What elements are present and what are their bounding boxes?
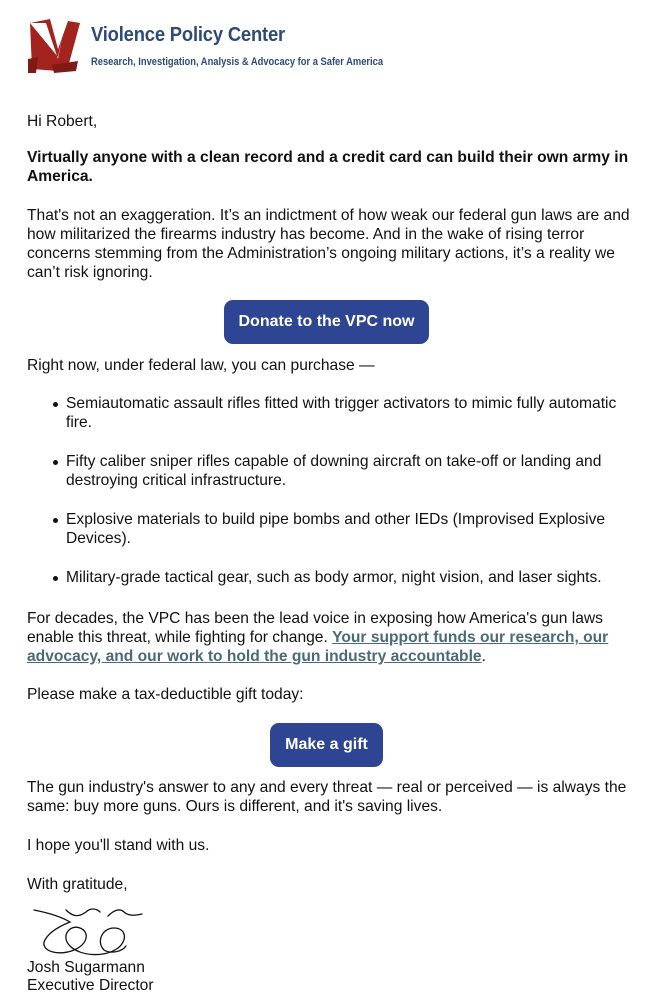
org-tagline: Research, Investigation, Analysis & Advocacy for a Safer America — [91, 56, 384, 68]
paragraph-support-suffix: . — [481, 648, 486, 665]
header — [28, 17, 448, 73]
threat-list — [27, 394, 637, 607]
signer-title: Executive Director — [27, 977, 154, 994]
list-item: Military-grade tactical gear, such as body armor, night vision, and laser sights. — [27, 568, 631, 587]
list-item: Fifty caliber sniper rifles capable of downing aircraft on take-off or landing and destroying critical infrastructure. — [27, 452, 631, 490]
make-gift-button[interactable]: Make a gift — [270, 723, 383, 767]
vpc-logo-icon[interactable] — [28, 17, 82, 73]
org-name: Violence Policy Center — [91, 24, 286, 46]
closing-line: With gratitude, — [27, 876, 128, 893]
paragraph-support — [27, 609, 637, 666]
hope-line: I hope you'll stand with us. — [27, 837, 210, 854]
signature-icon — [30, 902, 150, 962]
list-item: Explosive materials to build pipe bombs and other IEDs (Improvised Explosive Devices). — [27, 510, 631, 548]
support-link[interactable]: Your support funds our research, our advocacy, and our work to hold the gun industry accountable — [27, 629, 609, 665]
lead-statement: Virtually anyone with a clean record and a credit card can build their own army in America. — [27, 149, 629, 185]
gift-ask: Please make a tax-deductible gift today: — [27, 686, 304, 703]
paragraph-support-prefix: For decades, the VPC has been the lead voice in exposing how America's gun laws enable this threat, while fighting for change. — [27, 610, 603, 646]
list-intro: Right now, under federal law, you can purchase — — [27, 357, 375, 374]
list-item: Semiautomatic assault rifles fitted with trigger activators to mimic fully automatic fire. — [27, 394, 631, 432]
greeting: Hi Robert, — [27, 113, 98, 130]
paragraph-industry: The gun industry's answer to any and every threat — real or perceived — is always the same: buy more guns. Ours is different, and it's saving lives. — [27, 779, 627, 815]
signer-name: Josh Sugarmann — [27, 959, 145, 976]
donate-button[interactable]: Donate to the VPC now — [224, 300, 429, 344]
paragraph-intro: That's not an exaggeration. It’s an indictment of how weak our federal gun laws are and how militarized the firearms industry has become. And in the wake of rising terror concerns stemming from the Administration’s ongoing military actions, it’s a reality we can’t risk ignoring. — [27, 207, 630, 281]
